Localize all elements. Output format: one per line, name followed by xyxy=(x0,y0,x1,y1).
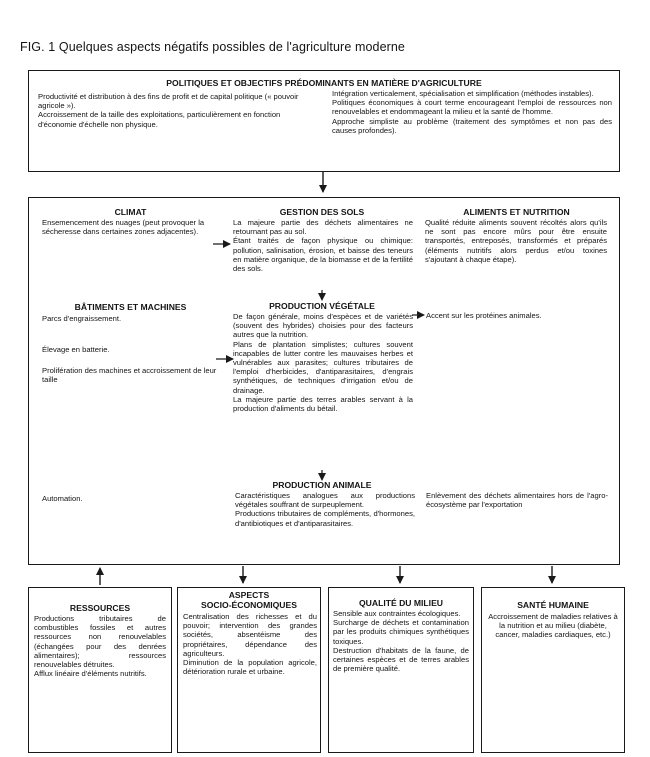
batiments-item: Élevage en batterie. xyxy=(42,345,110,354)
production-vegetale-item: De façon générale, moins d'espèces et de variétés (souvent des hybrides) choisies pour des facteurs autres que la nutrition. xyxy=(233,312,413,340)
production-animale-list xyxy=(235,491,415,528)
policies-right-column xyxy=(332,89,612,135)
policies-left-item: Accroissement de la taille des exploitations, particulièrement en fonction d'économie d'échelle non physique. xyxy=(38,110,281,129)
qualite-item: Destruction d'habitats de la faune, de certaines espèces et de terres arables de première qualité. xyxy=(333,645,469,674)
production-vegetale-item: Plans de plantation simplistes; cultures souvent incapables de lutter contre les mauvaises herbes et vulnérables aux parasites; cultures tributaires de l'emploi d'herbicides, d'antiparasitaires, d'engrais synthétiques, de techniques d'irrigation et/ou de drainage. xyxy=(233,339,413,395)
production-animale-item: Caractéristiques analogues aux productions végétales souffrant de surpeuplement. xyxy=(235,491,415,510)
proteines-text: Accent sur les protéines animales. xyxy=(426,311,542,320)
dechets-text: Enlèvement des déchets alimentaires hors de l'agro-écosystème par l'exportation xyxy=(426,491,608,510)
production-vegetale-item: La majeure partie des terres arables servant à la production d'aliments du bétail. xyxy=(233,394,413,414)
gestion-sols-heading: GESTION DES SOLS xyxy=(279,207,365,217)
qualite-heading: QUALITÉ DU MILIEU xyxy=(358,598,444,608)
climat-heading: CLIMAT xyxy=(114,207,147,217)
production-animale-heading: PRODUCTION ANIMALE xyxy=(272,480,372,490)
batiments-item: Prolifération des machines et accroissement de leur taille xyxy=(42,366,217,385)
batiments-item: Parcs d'engraissement. xyxy=(42,314,122,323)
gestion-sols-item: Étant traités de façon physique ou chimique: pollution, salinisation, érosion, et baisse des teneurs en matière organique, de la biomasse et de la fertilité des sols. xyxy=(233,236,413,274)
figure-title: FIG. 1 Quelques aspects négatifs possibles de l'agriculture moderne xyxy=(20,40,405,54)
automation-text: Automation. xyxy=(42,494,83,503)
policies-right-item: Politiques économiques à court terme encourageant l'emploi de ressources non renouvelables et endommageant la milieu et la santé de l'homme. xyxy=(332,98,612,117)
climat-text: Ensemencement des nuages (peut provoquer la sécheresse dans certaines zones adjacentes). xyxy=(42,218,205,237)
qualite-item: Surcharge de déchets et contamination par les produits chimiques synthétiques toxiques. xyxy=(333,618,469,646)
sante-heading: SANTÉ HUMAINE xyxy=(517,600,589,610)
socio-item: Centralisation des richesses et du pouvoir; intervention des grandes sociétés, absentéisme des propriétaires, dépendance des agriculteurs. xyxy=(183,612,317,658)
policies-left-item: Productivité et distribution à des fins de profit et de capital politique (« pouvoir agricole »). xyxy=(38,92,299,111)
qualite-item: Sensible aux contraintes écologiques. xyxy=(333,609,461,618)
batiments-heading: BÂTIMENTS ET MACHINES xyxy=(74,302,187,312)
policies-right-item: Intégration verticalement, spécialisation et simplification (méthodes instables). xyxy=(332,89,594,98)
qualite-list xyxy=(333,609,469,673)
ressources-item: Productions tributaires de combustibles fossiles et autres ressources non renouvelables (échangées pour des denrées alimentaires); ressources renouvelables détruites. xyxy=(34,614,166,670)
socio-list xyxy=(183,612,317,676)
gestion-sols-list xyxy=(233,218,413,273)
sante-text: Accroissement de maladies relatives à la nutrition et au milieu (diabète, cancer, maladies cardiaques, etc.) xyxy=(488,612,618,640)
ressources-item: Afflux linéaire d'éléments nutritifs. xyxy=(34,669,147,679)
socio-item: Diminution de la population agricole, détérioration rurale et urbaine. xyxy=(183,658,317,677)
policies-right-item: Approche simpliste au problème (traitement des symptômes et non pas des causes profondes). xyxy=(332,116,612,135)
policies-heading: POLITIQUES ET OBJECTIFS PRÉDOMINANTS EN MATIÈRE D'AGRICULTURE xyxy=(166,78,482,88)
socio-heading-line1: ASPECTS xyxy=(228,590,270,600)
socio-heading-line2: SOCIO-ÉCONOMIQUES xyxy=(201,600,297,610)
production-vegetale-heading: PRODUCTION VÉGÉTALE xyxy=(269,301,375,311)
production-vegetale-list xyxy=(233,312,413,413)
aliments-text: Qualité réduite aliments souvent récoltés alors qu'ils ne sont pas encore mûrs pour être ensuite transportés, entreposés, transformés et préparés (éléments nutritifs alors perdus et/ou toxines s'ajoutant à chaque étape). xyxy=(425,218,607,264)
ressources-list xyxy=(34,614,166,678)
ressources-heading: RESSOURCES xyxy=(69,603,131,613)
gestion-sols-item: La majeure partie des déchets alimentaires ne retournant pas au sol. xyxy=(233,218,413,237)
policies-left-column xyxy=(38,92,313,129)
aliments-heading: ALIMENTS ET NUTRITION xyxy=(463,207,570,217)
production-animale-item: Productions tributaires de compléments, d'hormones, d'antibiotiques et d'antiparasitaires. xyxy=(235,509,415,528)
